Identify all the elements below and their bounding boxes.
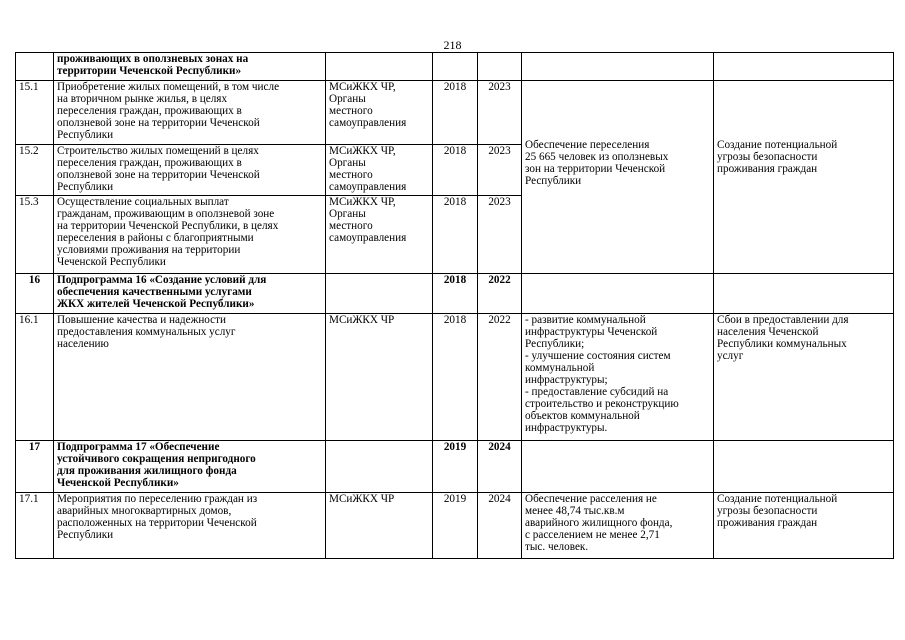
risk-line: проживания граждан (717, 517, 818, 529)
text-line: условиями проживания на территории (57, 244, 241, 256)
result-line: зон на территории Чеченской (525, 163, 666, 175)
cell-end: 2024 (478, 441, 522, 493)
page-number: 218 (443, 38, 462, 52)
cell-risk (714, 53, 894, 81)
result-line: 25 665 человек из оползневых (525, 151, 669, 163)
result-line: - улучшение состояния систем (525, 350, 671, 362)
cell-exec (326, 314, 433, 441)
cell-text (54, 53, 326, 81)
result-line: инфраструктуры; (525, 374, 608, 386)
risk-line: угрозы безопасности (717, 505, 818, 517)
risk-line: Республики коммунальных (717, 338, 847, 350)
text-line: Республики (57, 181, 114, 193)
exec-line: МСиЖКХ ЧР (329, 314, 395, 326)
text-line: оползневой зоне на территории Чеченской (57, 169, 260, 181)
exec-line: МСиЖКХ ЧР (329, 493, 395, 505)
text-line: Чеченской Республики (57, 256, 166, 268)
cell-text (54, 441, 326, 493)
cell-risk (714, 493, 894, 559)
risk-line: проживания граждан (717, 163, 818, 175)
text-line: оползневой зоне на территории Чеченской (57, 117, 260, 129)
cell-risk (714, 274, 894, 314)
result-line: - развитие коммунальной (525, 314, 646, 326)
result-line: объектов коммунальной (525, 410, 640, 422)
cell-start: 2018 (433, 274, 478, 314)
result-line: с расселением не менее 2,71 (525, 529, 660, 541)
cell-risk (714, 314, 894, 441)
cell-num: 15.2 (16, 145, 54, 196)
text-line: Республики (57, 129, 114, 141)
text-line: для проживания жилищного фонда (57, 465, 237, 477)
cell-risk (714, 441, 894, 493)
cell-start (433, 53, 478, 81)
result-line: аварийного жилищного фонда, (525, 517, 673, 529)
risk-line: угрозы безопасности (717, 151, 818, 163)
cell-end: 2022 (478, 314, 522, 441)
result-line: инфраструктуры Чеченской (525, 326, 658, 338)
text-line: территории Чеченской Республики» (57, 65, 242, 77)
cell-risk-merged (714, 81, 894, 274)
cell-end: 2024 (478, 493, 522, 559)
cell-text (54, 145, 326, 196)
risk-line: услуг (717, 350, 744, 362)
exec-line: местного (329, 220, 373, 232)
exec-line: МСиЖКХ ЧР, (329, 145, 396, 157)
cell-text (54, 196, 326, 274)
cell-num (16, 53, 54, 81)
exec-line: местного (329, 105, 373, 117)
text-line: Подпрограмма 16 «Создание условий для (57, 274, 267, 286)
text-line: переселения граждан, проживающих в (57, 157, 242, 169)
cell-start: 2018 (433, 81, 478, 145)
cell-num: 16.1 (16, 314, 54, 441)
cell-exec (326, 196, 433, 274)
cell-start: 2019 (433, 493, 478, 559)
cell-start: 2018 (433, 145, 478, 196)
cell-exec (326, 493, 433, 559)
table-row-17-1 (16, 493, 894, 559)
risk-line: населения Чеченской (717, 326, 819, 338)
cell-exec (326, 53, 433, 81)
text-line: проживающих в оползневых зонах на (57, 53, 249, 65)
cell-exec (326, 441, 433, 493)
exec-line: местного (329, 169, 373, 181)
result-line: - предоставление субсидий на (525, 386, 669, 398)
text-line: Республики (57, 529, 114, 541)
text-line: Строительство жилых помещений в целях (57, 145, 259, 157)
table-row-16 (16, 274, 894, 314)
cell-result (522, 53, 714, 81)
cell-exec (326, 145, 433, 196)
exec-line: Органы (329, 157, 366, 169)
text-line: на вторичном рынке жилья, в целях (57, 93, 228, 105)
text-line: Приобретение жилых помещений, в том числе (57, 81, 280, 93)
text-line: населению (57, 338, 109, 350)
cell-result (522, 441, 714, 493)
exec-line: Органы (329, 208, 366, 220)
exec-line: Органы (329, 93, 366, 105)
result-line: менее 48,74 тыс.кв.м (525, 505, 625, 517)
exec-line: МСиЖКХ ЧР, (329, 81, 396, 93)
table-row-16-1 (16, 314, 894, 441)
text-line: гражданам, проживающим в оползневой зоне (57, 208, 275, 220)
cell-num: 15.1 (16, 81, 54, 145)
result-line: Республики (525, 175, 582, 187)
risk-line: Создание потенциальной (717, 493, 838, 505)
text-line: переселения граждан, проживающих в (57, 105, 242, 117)
cell-num: 15.3 (16, 196, 54, 274)
text-line: переселения в районы с благоприятными (57, 232, 254, 244)
cell-start: 2018 (433, 196, 478, 274)
cell-start: 2019 (433, 441, 478, 493)
risk-line: Создание потенциальной (717, 139, 838, 151)
cell-end (478, 53, 522, 81)
text-line: Повышение качества и надежности (57, 314, 227, 326)
risk-line: Сбои в предоставлении для (717, 314, 849, 326)
text-line: ЖКХ жителей Чеченской Республики» (57, 298, 255, 310)
text-line: Осуществление социальных выплат (57, 196, 229, 208)
exec-line: самоуправления (329, 232, 407, 244)
text-line: обеспечения качественными услугами (57, 286, 252, 298)
cell-text (54, 81, 326, 145)
exec-line: самоуправления (329, 181, 407, 193)
cell-text (54, 274, 326, 314)
cell-text (54, 314, 326, 441)
exec-line: МСиЖКХ ЧР, (329, 196, 396, 208)
cell-end: 2022 (478, 274, 522, 314)
result-line: Обеспечение расселения не (525, 493, 657, 505)
cell-exec (326, 274, 433, 314)
result-line: инфраструктуры. (525, 422, 608, 434)
text-line: Чеченской Республики» (57, 477, 179, 489)
cell-end: 2023 (478, 196, 522, 274)
result-line: коммунальной (525, 362, 595, 374)
cell-result (522, 274, 714, 314)
table-row-15-1 (16, 81, 894, 145)
text-line: Мероприятия по переселению граждан из (57, 493, 258, 505)
result-line: тыс. человек. (525, 541, 589, 553)
cell-num: 17 (16, 441, 54, 493)
result-line: Обеспечение переселения (525, 139, 650, 151)
cell-result (522, 314, 714, 441)
cell-end: 2023 (478, 81, 522, 145)
cell-num: 17.1 (16, 493, 54, 559)
table-row-17 (16, 441, 894, 493)
cell-text (54, 493, 326, 559)
result-line: Республики; (525, 338, 585, 350)
cell-exec (326, 81, 433, 145)
text-line: аварийных многоквартирных домов, (57, 505, 232, 517)
cell-result (522, 493, 714, 559)
cell-end: 2023 (478, 145, 522, 196)
text-line: устойчивого сокращения непригодного (57, 453, 256, 465)
text-line: расположенных на территории Чеченской (57, 517, 257, 529)
exec-line: самоуправления (329, 117, 407, 129)
text-line: Подпрограмма 17 «Обеспечение (57, 441, 220, 453)
text-line: предоставления коммунальных услуг (57, 326, 236, 338)
table-row-continuation (16, 53, 894, 81)
program-table (15, 52, 894, 559)
cell-start: 2018 (433, 314, 478, 441)
text-line: на территории Чеченской Республики, в целях (57, 220, 279, 232)
result-line: строительство и реконструкцию (525, 398, 679, 410)
cell-num: 16 (16, 274, 54, 314)
cell-result-merged (522, 81, 714, 274)
